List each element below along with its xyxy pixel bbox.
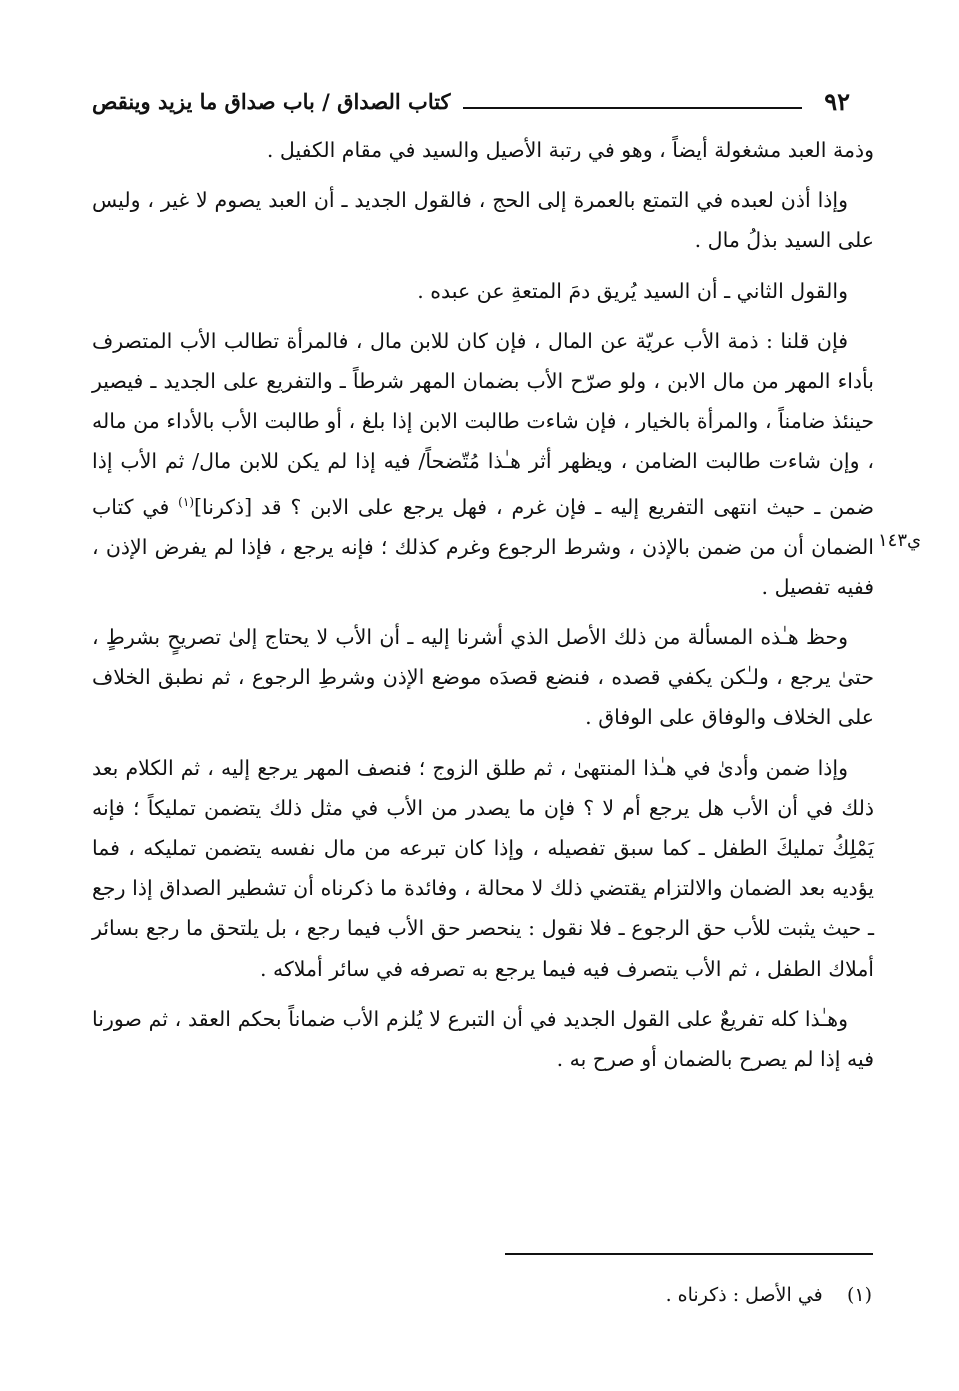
- footnote-reference: (١): [178, 494, 194, 509]
- paragraph: وذمة العبد مشغولة أيضاً ، وهو في رتبة الأصيل والسيد في مقام الكفيل .: [266, 138, 874, 162]
- running-title: كتاب الصداق / باب صداق ما يزيد وينقص: [92, 88, 451, 114]
- footnote-text: في الأصل : ذكرناه .: [665, 1284, 823, 1306]
- paragraph-with-footnote: [92, 321, 874, 607]
- paragraph: وإذا ضمن وأدىٰ في هـٰذا المنتهىٰ ، ثم طلق الزوج ؛ فنصف المهر يرجع إليه ، ثم الكلام بعد ذلك في أن الأب هل يرجع أم لا ؟ فإن ما يصدر من الأب في مثل ذلك يتضمن تمليكاً ؛ فإنه يَمْلِكُ تمليكَ الطفل ـ كما سبق تفصيله ، وإذا كان تبرعه من مال نفسه يتضمن تمليكه ، فما يؤديه بعد الضمان والالتزام يقتضي ذلك لا محالة ، وفائدة ما ذكرناه أن تشطير الصداق إذا رجع ـ حيث يثبت للأب حق الرجوع ـ فلا نقول : ينحصر حق الأب فيما رجع ، بل يلتحق ما رجع بسائر أملاك الطفل ، ثم الأب يتصرف فيه فيما يرجع به تصرفه في سائر أملاكه .: [92, 755, 874, 981]
- page-header: [92, 84, 850, 118]
- main-text: [92, 130, 874, 1089]
- paragraph: وهـٰذا كله تفريعٌ على القول الجديد في أن التبرع لا يُلزم الأب ضماناً بحكم العقد ، ثم صورنا فيه إذا لم يصرح بالضمان أو صرح به .: [92, 1006, 874, 1072]
- paragraph: والقول الثاني ـ أن السيد يُريق دمَ المتعةِ عن عبده .: [417, 278, 848, 303]
- page-number: ٩٢: [824, 86, 850, 116]
- paragraph-part: في كتاب الضمان أن من ضمن بالإذن ، وشرط الرجوع وغرم كذلك ؛ فإنه يرجع ، فإذا لم يفرض الإذن ، ففيه تفصيل .: [92, 494, 874, 599]
- header-rule: [463, 107, 803, 109]
- footnote: [400, 1280, 872, 1310]
- paragraph-part: فإن قلنا : ذمة الأب عريّة عن المال ، فإن كان للابن مال ، فالمرأة تطالب الأب المتصرف بأداء المهر من مال الابن ، ولو صرّح الأب بضمان المهر شرطاً ـ والتفريع على الجديد ـ فيصير حينئذ ضامناً ، والمرأة بالخيار ، فإن شاءت طالبت الابن إذا بلغ ، أو طالبت الأب بالأداء من ماله ، وإن شاءت طالبت الضامن ، ويظهر أثر هـٰذا مُتّضحاً/ فيه إذا لم يكن للابن مال/ ثم الأب إذا ضمن ـ حيث انتهى التفريع إليه ـ فإن غرم ، فهل يرجع على الابن ؟ قد [ذكرنا]: [92, 328, 874, 519]
- paragraph: وإذا أذن لعبده في التمتع بالعمرة إلى الحج ، فالقول الجديد ـ أن العبد يصوم لا غير ، وليس على السيد بذلُ مال .: [92, 188, 874, 253]
- paragraph: وحظ هـٰذه المسألة من ذلك الأصل الذي أشرنا إليه ـ أن الأب لا يحتاج إلىٰ تصريحٍ بشرطٍ ، حتىٰ يرجع ، ولـٰكن يكفي قصده ، فنضع قصدَه موضع الإذن وشرطِ الرجوع ، ثم نطبق الخلاف على الخلاف والوفاق على الوفاق .: [92, 625, 874, 730]
- margin-folio-note: ي١٤٣: [878, 530, 922, 551]
- footnote-number: (١): [846, 1284, 872, 1306]
- footnote-separator: [505, 1253, 873, 1255]
